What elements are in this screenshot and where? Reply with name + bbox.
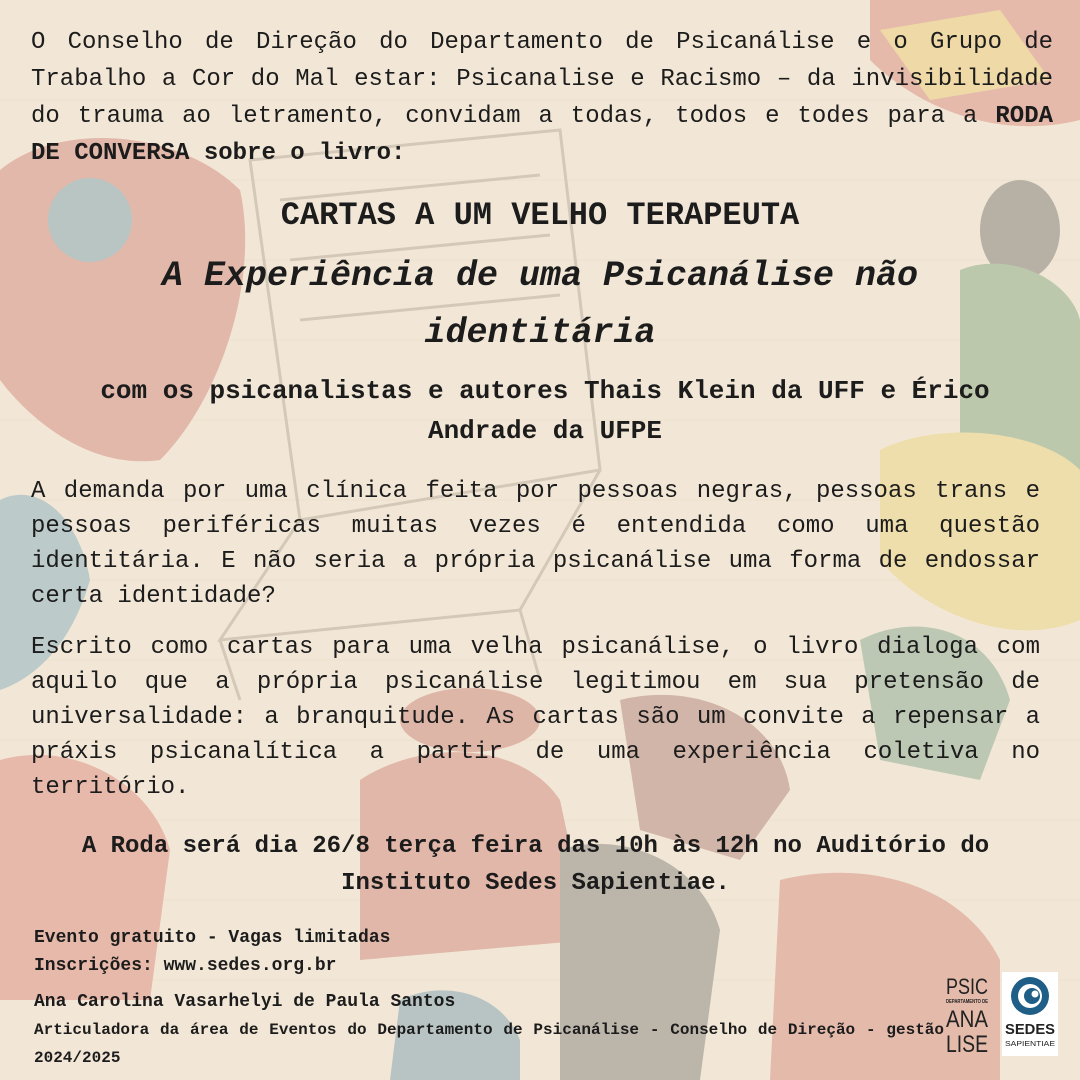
authors-line: com os psicanalistas e autores Thais Klein da UFF e Érico Andrade da UFPE <box>100 376 990 446</box>
intro-bold: RODA DE CONVERSA sobre o livro: <box>31 103 1053 167</box>
psicanalise-logo <box>944 972 990 1056</box>
paragraph-letters: Escrito como cartas para uma velha psicanálise, o livro dialoga com aquilo que a própria psicanálise legitimou em sua pretensão de universalidade: a branquitude. As cartas são um convite a repensar a práxis psicanalítica a partir de uma experiência coletiva no território. <box>31 634 1040 801</box>
intro-plain: O Conselho de Direção do Departamento de Psicanálise e o Grupo de Trabalho a Cor do Mal estar: Psicanalise e Racismo – da invisibilidade do trauma ao letramento, convidam a todas, todos e todes para a <box>31 29 1053 130</box>
signature-name: Ana Carolina Vasarhelyi de Paula Santos <box>34 992 456 1012</box>
signature-role: Articuladora da área de Eventos do Departamento de Psicanálise - Conselho de Direção - gestão 2024/2025 <box>34 1021 944 1067</box>
registration-note: Inscrições: www.sedes.org.br <box>34 956 337 976</box>
free-event-note: Evento gratuito - Vagas limitadas <box>34 928 391 948</box>
book-title: CARTAS A UM VELHO TERAPEUTA <box>280 197 800 234</box>
sedes-logo-name: SEDES <box>1005 1021 1055 1038</box>
psic-logo-bottom: LISE <box>946 1031 988 1058</box>
book-subtitle: A Experiência de uma Psicanálise não identitária <box>161 256 919 353</box>
event-info: A Roda será dia 26/8 terça feira das 10h às 12h no Auditório do Instituto Sedes Sapientiae. <box>81 833 990 897</box>
psic-logo-top: PSIC <box>946 974 989 999</box>
paragraph-demand: A demanda por uma clínica feita por pessoas negras, pessoas trans e pessoas periféricas muitas vezes é entendida como uma questão identitária. E não seria a própria psicanálise uma forma de endossar certa identidade? <box>31 478 1040 610</box>
psic-logo-mid: ANA <box>946 1006 988 1033</box>
sedes-logo-sub: SAPIENTIAE <box>1005 1041 1056 1048</box>
sedes-logo <box>1002 972 1058 1056</box>
psic-logo-small: DEPARTAMENTO DE <box>946 999 989 1005</box>
intro-text <box>31 24 1053 172</box>
